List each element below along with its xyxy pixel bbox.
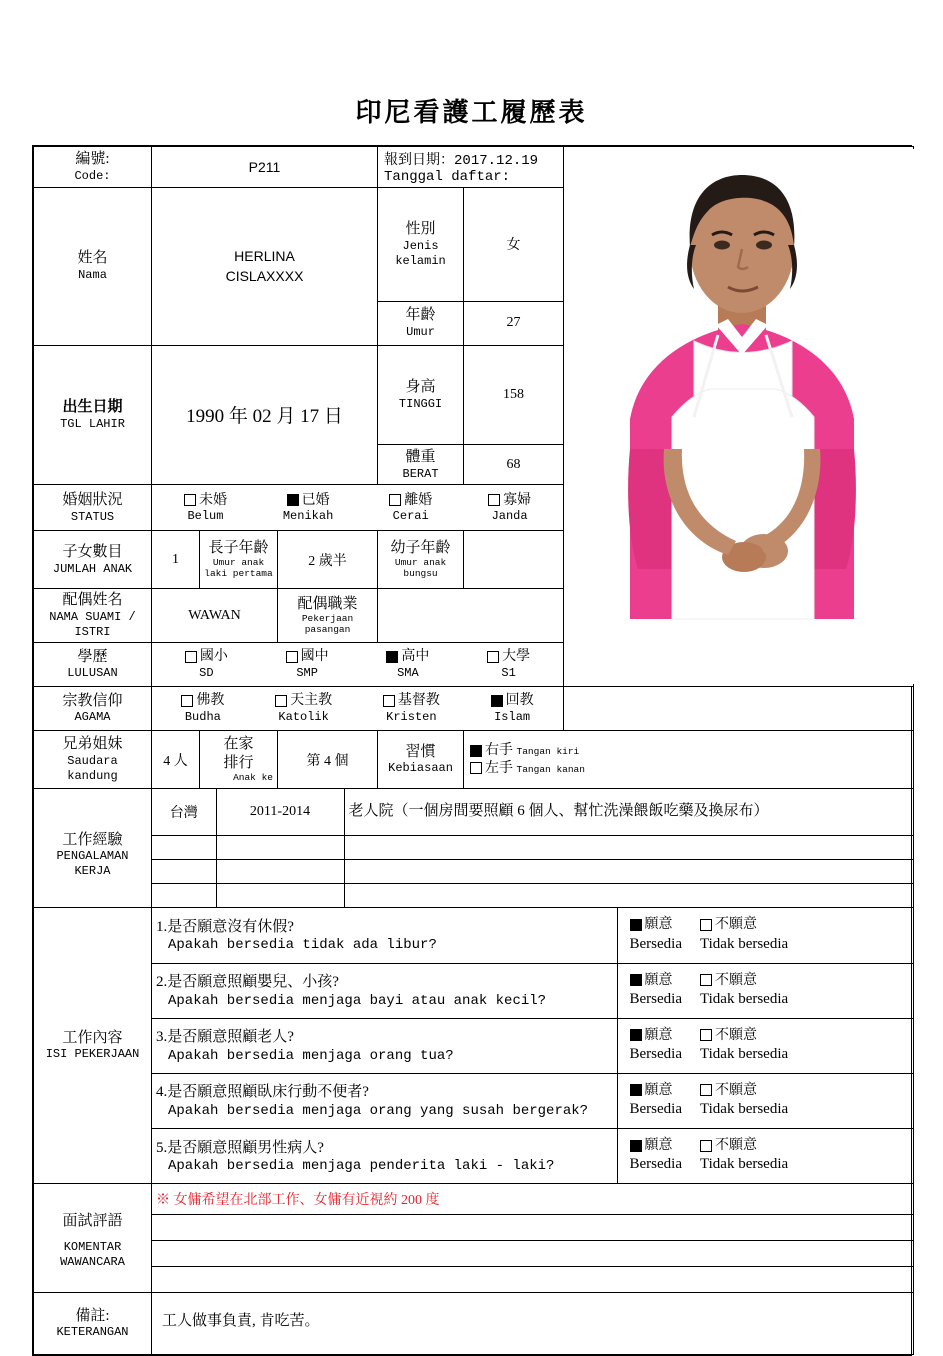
experience-table-cell [152,789,914,908]
answer-no-4[interactable]: 不願意 Tidak bersedia [699,1137,789,1173]
education-option-1[interactable]: 國中 SMP [286,648,329,681]
checkbox-status-3[interactable] [488,494,500,506]
comment-table [152,1184,913,1292]
checkbox-q2-no[interactable] [700,1029,712,1041]
checkbox-education-3[interactable] [487,651,499,663]
remark-label: 備註: KETERANGAN [34,1293,152,1355]
question-row [152,1018,913,1073]
comment-row-empty [152,1214,913,1240]
religion-option-1[interactable]: 天主教 Katolik [275,692,332,725]
answer-no-3[interactable]: 不願意 Tidak bersedia [699,1082,789,1117]
gender-value: 女 [464,188,564,302]
answer-yes-0[interactable]: 願意 Bersedia [629,917,682,952]
education-label: 學歷 LULUSAN [34,643,152,687]
comment-empty-1 [152,1214,913,1240]
sibling-rank-value: 第 4 個 [278,731,378,789]
checkbox-q1-no[interactable] [700,974,712,986]
checkbox-q4-no[interactable] [700,1140,712,1152]
status-label: 婚姻狀況 STATUS [34,485,152,531]
siblings-label: 兄弟姐妹 Saudara kandung [34,731,152,789]
experience-country-2 [152,859,216,883]
comment-row [152,1184,913,1214]
answer-yes-4[interactable]: 願意 Bersedia [629,1137,682,1173]
row-remark [34,1293,914,1355]
question-row [152,1128,913,1183]
question-row [152,963,913,1018]
status-option-1[interactable]: 已婚 Menikah [282,492,334,523]
work-questions-table [152,908,913,1183]
status-option-0[interactable]: 未婚 Belum [184,492,227,525]
experience-country-1 [152,835,216,859]
code-label: 編號: Code: [34,147,152,188]
height-label: 身高 TINGGI [378,345,464,445]
answer-yes-2[interactable]: 願意 Bersedia [629,1027,682,1062]
experience-period-3 [216,883,344,907]
religion-option-2[interactable]: 基督教 Kristen [383,692,440,725]
comment-empty-3 [152,1266,913,1292]
experience-detail-3 [344,883,913,907]
experience-row [152,859,913,883]
gender-label: 性別 Jenis kelamin [378,188,464,302]
remark-text: 工人做事負責, 肯吃苦。 [152,1293,914,1355]
children-count: 1 [152,531,200,589]
checkbox-religion-2[interactable] [383,695,395,707]
checkbox-q4-yes[interactable] [630,1140,642,1152]
status-options [152,485,564,531]
height-value: 158 [464,345,564,445]
checkbox-habit-1[interactable] [470,762,482,774]
photo-illustration [568,149,916,684]
question-answer-3 [617,1073,913,1128]
question-row [152,908,913,963]
spouse-job-label: 配偶職業 Pekerjaan pasangan [278,589,378,643]
religion-label: 宗教信仰 AGAMA [34,687,152,731]
checkbox-religion-0[interactable] [181,695,193,707]
checkbox-q3-yes[interactable] [630,1084,642,1096]
row-code [34,147,914,188]
answer-no-2[interactable]: 不願意 Tidak bersedia [699,1027,789,1062]
checkbox-status-1[interactable] [287,494,299,506]
row-work-content [34,908,914,1184]
education-option-0[interactable]: 國小 SD [185,648,228,681]
birth-label: 出生日期 TGL LAHIR [34,345,152,485]
youngest-label: 幼子年齡 Umur anak bungsu [378,531,464,589]
work-content-cell [152,908,914,1184]
experience-period-1 [216,835,344,859]
habit-options [464,731,914,789]
spouse-job-value [378,589,564,643]
sibling-rank-label: 在家 排行 Anak ke [200,731,278,789]
spouse-name: WAWAN [152,589,278,643]
siblings-count: 4 人 [152,731,200,789]
eldest-value: 2 歲半 [278,531,378,589]
age-label: 年齡 Umur [378,301,464,345]
experience-table [152,789,913,907]
report-date: 報到日期：2017.12.19 Tanggal daftar: [378,147,564,188]
eldest-label: 長子年齡 Umur anak laki pertama [200,531,278,589]
comment-row-empty [152,1266,913,1292]
checkbox-religion-1[interactable] [275,695,287,707]
habit-option-0[interactable]: 右手 Tangan kiri [470,742,909,760]
row-comment [34,1184,914,1293]
religion-option-3[interactable]: 回教 Islam [491,692,534,725]
question-answer-2 [617,1018,913,1073]
name-value: HERLINA CISLAXXXX [152,188,378,346]
question-answer-0 [617,908,913,963]
experience-label: 工作經驗 PENGALAMAN KERJA [34,789,152,908]
comment-empty-2 [152,1240,913,1266]
question-answer-4 [617,1128,913,1183]
age-value: 27 [464,301,564,345]
experience-country-0: 台灣 [152,789,216,835]
weight-label: 體重 BERAT [378,445,464,485]
applicant-photo [564,147,914,687]
row-siblings [34,731,914,789]
checkbox-q0-no[interactable] [700,919,712,931]
education-option-2[interactable]: 高中 SMA [386,648,429,681]
checkbox-q0-yes[interactable] [630,919,642,931]
experience-row [152,789,913,835]
checkbox-education-1[interactable] [286,651,298,663]
comment-label: 面試評語 KOMENTAR WAWANCARA [34,1184,152,1293]
resume-table [32,145,912,1356]
checkbox-q1-yes[interactable] [630,974,642,986]
question-answer-1 [617,963,913,1018]
checkbox-habit-0[interactable] [470,745,482,757]
name-label: 姓名 Nama [34,188,152,346]
experience-detail-2 [344,859,913,883]
youngest-value [464,531,564,589]
row-religion [34,687,914,731]
experience-detail-0: 老人院（一個房間要照顧 6 個人、幫忙洗澡餵飯吃藥及換尿布） [344,789,913,835]
children-label: 子女數目 JUMLAH ANAK [34,531,152,589]
checkbox-status-2[interactable] [389,494,401,506]
checkbox-q2-yes[interactable] [630,1029,642,1041]
question-text-1: 2.是否願意照顧嬰兒、小孩? Apakah bersedia menjaga bayi atau anak kecil? [152,963,617,1018]
birth-value: 1990 年 02 月 17 日 [152,345,378,485]
religion-spacer [564,687,914,731]
spouse-label: 配偶姓名 NAMA SUAMI / ISTRI [34,589,152,643]
experience-country-3 [152,883,216,907]
experience-detail-1 [344,835,913,859]
religion-options [152,687,564,731]
answer-yes-3[interactable]: 願意 Bersedia [629,1082,682,1117]
habit-option-1[interactable]: 左手 Tangan kanan [470,760,909,778]
checkbox-education-0[interactable] [185,651,197,663]
checkbox-status-0[interactable] [184,494,196,506]
habit-label: 習慣 Kebiasaan [378,731,464,789]
comment-row-empty [152,1240,913,1266]
question-text-4: 5.是否願意照顧男性病人? Apakah bersedia menjaga penderita laki - laki? [152,1128,617,1183]
status-option-3[interactable]: 寡婦 Janda [488,492,531,525]
work-content-label: 工作內容 ISI PEKERJAAN [34,908,152,1184]
question-text-3: 4.是否願意照顧臥床行動不便者? Apakah bersedia menjaga orang yang susah bergerak? [152,1073,617,1128]
question-text-0: 1.是否願意沒有休假? Apakah bersedia tidak ada libur? [152,908,617,963]
page-title: 印尼看護工履歷表 [355,98,588,127]
comment-text: ※ 女傭希望在北部工作、女傭有近視約 200 度 [152,1184,913,1214]
checkbox-q3-no[interactable] [700,1084,712,1096]
answer-no-0[interactable]: 不願意 Tidak bersedia [699,917,789,952]
religion-option-0[interactable]: 佛教 Budha [181,692,224,725]
row-experience [34,789,914,908]
question-row [152,1073,913,1128]
experience-period-2 [216,859,344,883]
checkbox-religion-3[interactable] [491,695,503,707]
answer-no-1[interactable]: 不願意 Tidak bersedia [699,972,789,1007]
status-option-2[interactable]: 離婚 Cerai [389,492,432,525]
education-options [152,643,564,687]
experience-row [152,835,913,859]
checkbox-education-2[interactable] [386,651,398,663]
experience-row [152,883,913,907]
code-value: P211 [152,147,378,188]
education-option-3[interactable]: 大學 S1 [487,648,530,681]
weight-value: 68 [464,445,564,485]
comment-cell [152,1184,914,1293]
question-text-2: 3.是否願意照顧老人? Apakah bersedia menjaga orang tua? [152,1018,617,1073]
answer-yes-1[interactable]: 願意 Bersedia [629,972,682,1007]
experience-period-0: 2011-2014 [216,789,344,835]
